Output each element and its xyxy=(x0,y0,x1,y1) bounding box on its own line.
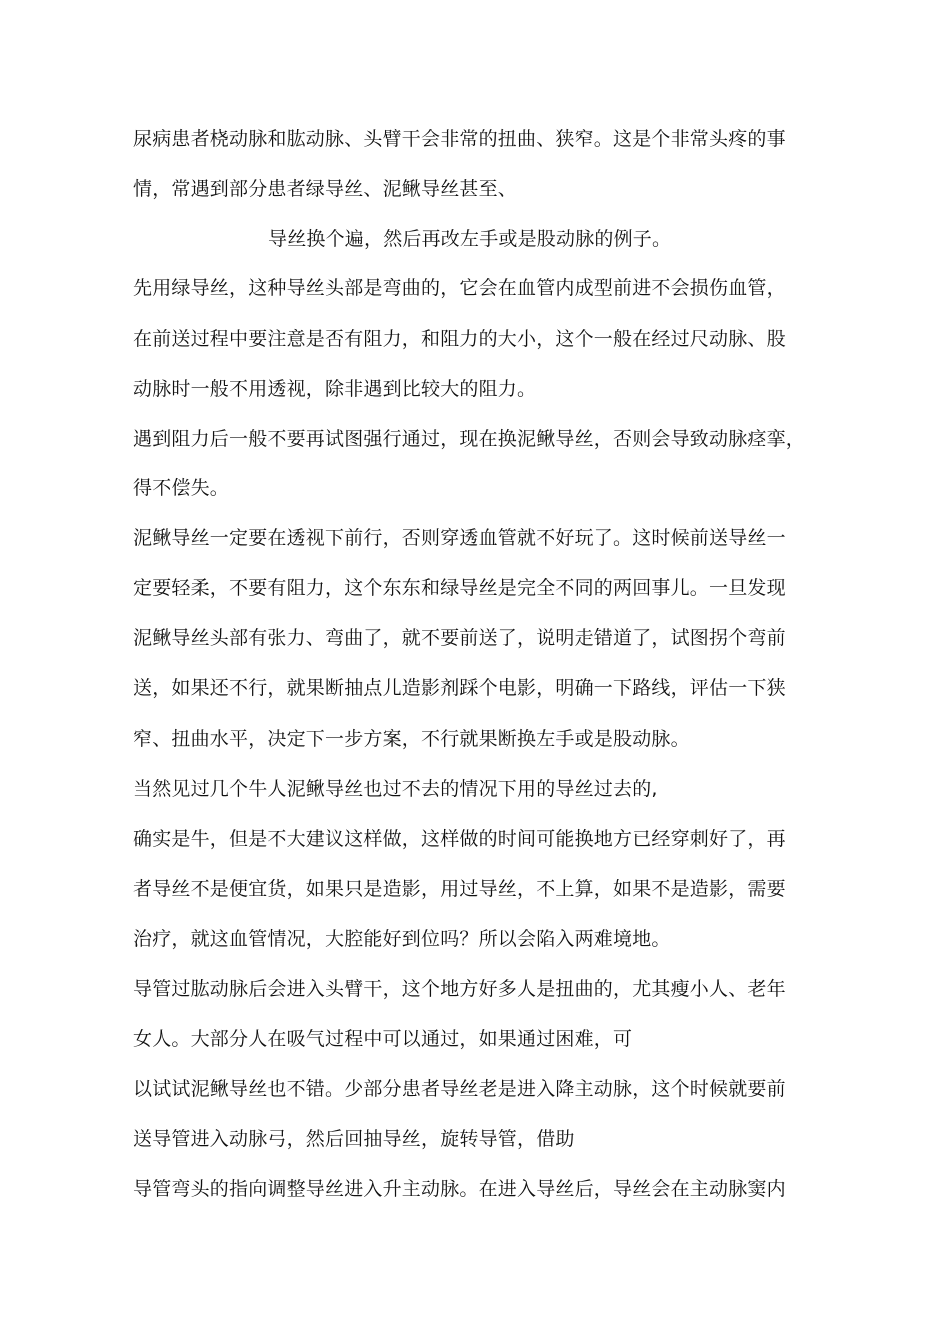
text-line: 动脉时一般不用透视，除非遇到比较大的阻力。 xyxy=(133,378,537,400)
text-line: 导管弯头的指向调整导丝进入升主动脉。在进入导丝后，导丝会在主动脉窦内 xyxy=(133,1178,786,1200)
text-line: 导管过肱动脉后会进入头臂干，这个地方好多人是扭曲的，尤其瘦小人、老年 xyxy=(133,978,786,1000)
text-line: 送，如果还不行，就果断抽点儿造影剂踩个电影，明确一下路线，评估一下狭 xyxy=(133,677,786,699)
text-line: 情，常遇到部分患者绿导丝、泥鳅导丝甚至、 xyxy=(133,178,518,200)
text-line: 送导管进入动脉弓，然后回抽导丝，旋转导管，借助 xyxy=(133,1128,575,1150)
text-line: 先用绿导丝，这种导丝头部是弯曲的，它会在血管内成型前进不会损伤血管， xyxy=(133,277,786,299)
text-line: 女人。大部分人在吸气过程中可以通过，如果通过困难，可 xyxy=(133,1028,633,1050)
text-line: 得不偿失。 xyxy=(133,477,230,499)
text-line: 窄、扭曲水平，决定下一步方案，不行就果断换左手或是股动脉。 xyxy=(133,728,690,750)
text-line: 以试试泥鳅导丝也不错。少部分患者导丝老是进入降主动脉，这个时候就要前 xyxy=(133,1078,786,1100)
text-line: 导丝换个遍，然后再改左手或是股动脉的例子。 xyxy=(268,228,672,250)
text-line: 遇到阻力后一般不要再试图强行通过，现在换泥鳅导丝，否则会导致动脉痉挛， xyxy=(133,428,806,450)
text-line: 治疗，就这血管情况，大腔能好到位吗？所以会陷入两难境地。 xyxy=(133,928,671,950)
text-line: 泥鳅导丝头部有张力、弯曲了，就不要前送了，说明走错道了，试图拐个弯前 xyxy=(133,627,786,649)
text-line: 定要轻柔，不要有阻力，这个东东和绿导丝是完全不同的两回事儿。一旦发现 xyxy=(133,577,786,599)
text-line: 者导丝不是便宜货，如果只是造影，用过导丝，不上算，如果不是造影，需要 xyxy=(133,878,786,900)
text-line: 当然见过几个牛人泥鳅导丝也过不去的情况下用的导丝过去的, xyxy=(133,778,658,800)
text-line: 泥鳅导丝一定要在透视下前行，否则穿透血管就不好玩了。这时候前送导丝一 xyxy=(133,527,786,549)
text-line: 尿病患者桡动脉和肱动脉、头臂干会非常的扭曲、狭窄。这是个非常头疼的事 xyxy=(133,128,786,150)
text-line: 在前送过程中要注意是否有阻力，和阻力的大小，这个一般在经过尺动脉、股 xyxy=(133,328,786,350)
text-line: 确实是牛，但是不大建议这样做，这样做的时间可能换地方已经穿刺好了，再 xyxy=(133,828,786,850)
